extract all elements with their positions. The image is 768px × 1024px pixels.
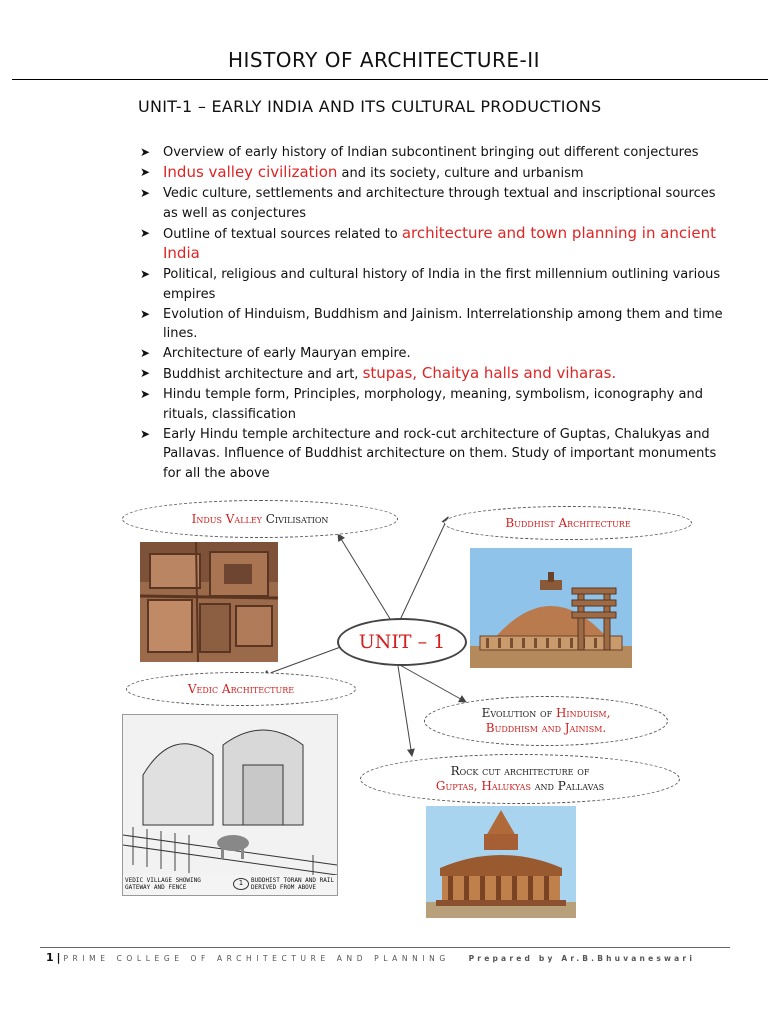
list-item: ➤ Architecture of early Mauryan empire. (140, 344, 730, 364)
arrow-bullet-icon: ➤ (140, 306, 151, 321)
arrow-bullet-icon: ➤ (140, 165, 151, 179)
arrow-to-evolution (398, 664, 466, 702)
figure-number: 1 (233, 878, 249, 890)
page-number: 1 (46, 951, 54, 964)
rock-cut-oval: Rock cut architecture of Guptas, Halukyas and Pallavas (360, 754, 680, 804)
vedic-caption-left: VEDIC VILLAGE SHOWING GATEWAY AND FENCE (125, 877, 201, 891)
arrow-bullet-icon: ➤ (140, 366, 151, 380)
list-item: ➤ Evolution of Hinduism, Buddhism and Jainism. Interrelationship among them and time lines. (140, 306, 723, 341)
arrow-bullet-icon: ➤ (140, 387, 151, 401)
list-item: ➤ Indus valley civilization and its society, culture and urbanism (140, 163, 584, 181)
highlight-text: stupas, Chaitya halls and viharas. (362, 364, 617, 382)
sanchi-stupa-photo (470, 548, 632, 668)
prepared-by: Prepared by Ar.B.Bhuvaneswari (468, 954, 696, 963)
footer-separator: | (56, 951, 61, 964)
indus-valley-oval: Indus Valley Civilisation (122, 500, 398, 538)
list-item: ➤ Political, religious and cultural history of India in the first millennium outlining various empires (140, 267, 721, 302)
list-item: ➤ Vedic culture, settlements and architecture through textual and inscriptional sources as well as conjectures (140, 186, 716, 221)
unit-heading: UNIT-1 – EARLY INDIA AND ITS CULTURAL PRODUCTIONS (138, 97, 602, 116)
arrow-bullet-icon: ➤ (140, 426, 151, 441)
list-item: ➤ Hindu temple form, Principles, morphology, meaning, symbolism, iconography and rituals, classification (140, 387, 703, 422)
arrow-to-rockcut (398, 666, 412, 756)
buddhist-architecture-oval: Buddhist Architecture (444, 506, 692, 540)
stupa-illustration (470, 548, 632, 668)
arrow-bullet-icon: ➤ (140, 225, 151, 240)
highlight-text: architecture and town planning in ancient India (163, 223, 716, 262)
arrow-bullet-icon: ➤ (140, 346, 151, 360)
college-name: PRIME COLLEGE OF ARCHITECTURE AND PLANNING (63, 954, 450, 963)
vedic-caption-right: BUDDHIST TORAN AND RAIL DERIVED FROM ABOVE (251, 877, 335, 891)
vedic-architecture-oval: Vedic Architecture (126, 672, 356, 706)
list-item: ➤ Overview of early history of Indian subcontinent bringing out different conjectures (140, 143, 730, 163)
list-item: ➤ Buddhist architecture and art, stupas, Chaitya halls and viharas. (140, 364, 617, 382)
temple-illustration (426, 806, 576, 918)
unit-1-center-oval: UNIT – 1 (337, 618, 467, 666)
arrow-bullet-icon: ➤ (140, 267, 151, 281)
evolution-oval: Evolution of Hinduism, Buddhism and Jainism. (424, 696, 668, 746)
arrow-to-buddhist (400, 517, 448, 620)
arrow-to-indus (338, 534, 392, 622)
vedic-village-sketch (122, 714, 338, 896)
rock-cut-temple-photo (426, 806, 576, 918)
highlight-text: Indus valley civilization (163, 163, 338, 181)
arrow-bullet-icon: ➤ (140, 145, 151, 159)
indus-valley-photo (140, 542, 278, 662)
list-item: ➤ Outline of textual sources related to architecture and town planning in ancient India (140, 223, 716, 262)
vedic-sketch-illustration (123, 715, 337, 875)
arrow-bullet-icon: ➤ (140, 186, 151, 200)
page-footer (46, 951, 695, 964)
page-title: HISTORY OF ARCHITECTURE-II (227, 48, 541, 72)
footer-divider (40, 947, 730, 948)
list-item: ➤ Early Hindu temple architecture and rock-cut architecture of Guptas, Chalukyas and Pallavas. Influence of Buddhist architecture on them. Study of important monuments for all the above (140, 426, 717, 481)
indus-ruins-illustration (140, 542, 278, 662)
